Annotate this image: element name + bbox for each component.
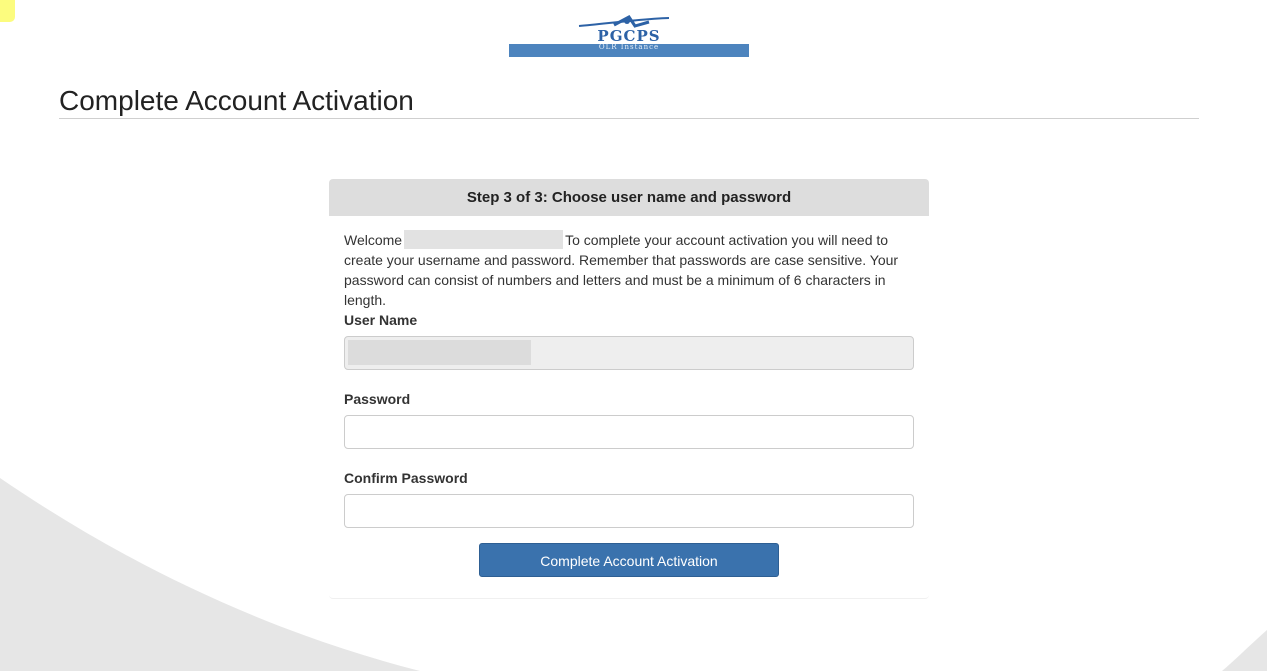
confirm-password-input[interactable] [344, 494, 914, 528]
spacer [344, 370, 914, 389]
page-title: Complete Account Activation [59, 85, 414, 116]
panel-header: Step 3 of 3: Choose user name and password [329, 179, 929, 216]
password-label: Password [344, 391, 411, 407]
title-divider [59, 118, 1199, 119]
username-field[interactable] [344, 336, 914, 370]
username-label: User Name [344, 312, 418, 328]
corner-tab[interactable] [0, 0, 15, 22]
redacted-username-value [348, 340, 531, 365]
pgcps-logo [509, 14, 749, 57]
welcome-message: To complete your account activation you will need to create your username and password. Remember that passwords are case sensitive. Your password can consist of numbers and letters and must be a minimum of 6 characters in length. [344, 232, 899, 308]
logo-subtitle: OLR Instance [598, 44, 660, 51]
welcome-prefix: Welcome [344, 232, 403, 248]
activation-panel [329, 179, 929, 599]
confirm-password-label: Confirm Password [344, 470, 468, 486]
logo-subtitle-band [509, 44, 749, 57]
welcome-text [344, 230, 914, 310]
spacer [344, 449, 914, 468]
button-row [344, 543, 914, 577]
redacted-user-name [404, 230, 563, 249]
logo-figure-icon [509, 14, 749, 44]
logo-wordmark: PGCPS [597, 27, 661, 44]
panel-body [329, 216, 929, 577]
complete-activation-button[interactable]: Complete Account Activation [479, 543, 779, 577]
password-input[interactable] [344, 415, 914, 449]
